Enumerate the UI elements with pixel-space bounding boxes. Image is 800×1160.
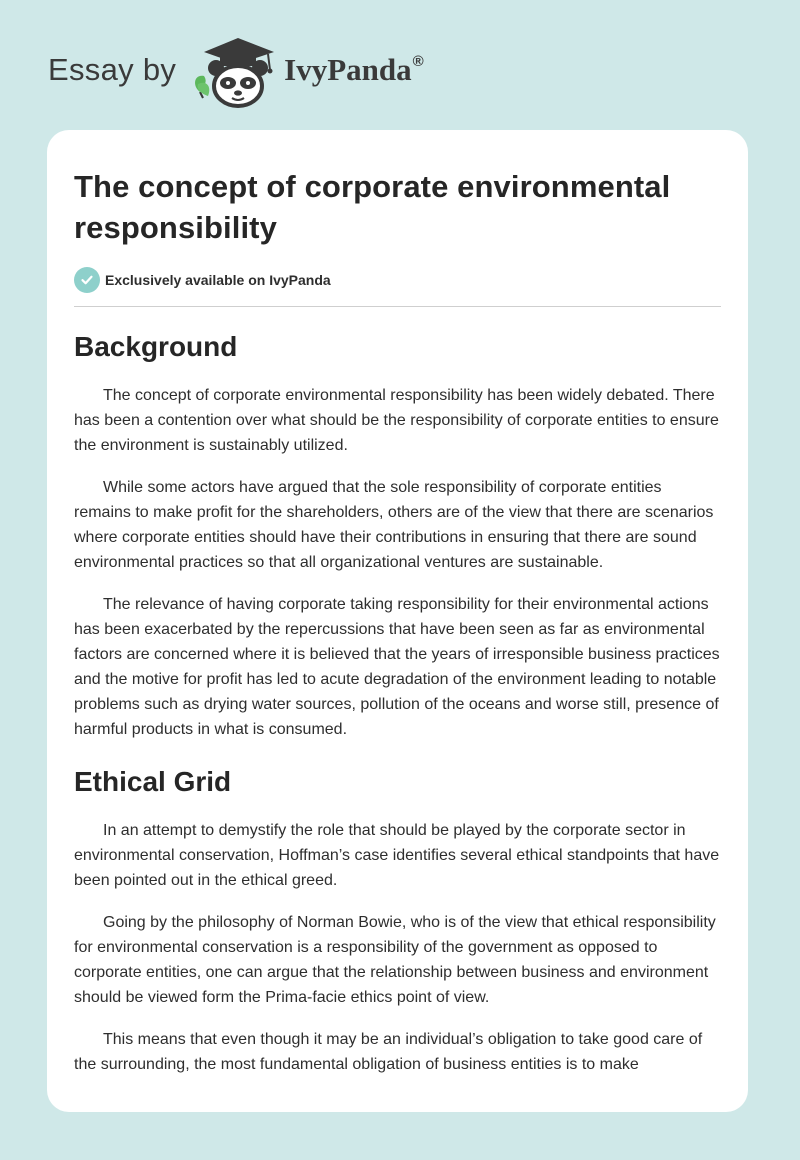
paragraph: While some actors have argued that the sole responsibility of corporate entities remains to make profit for the shareholders, others are of the view that there are scenarios where corporate entities should have their contributions in ensuring that there are sound environmental practices so that all organizational ventures are sustainable. bbox=[74, 479, 714, 571]
essay-card bbox=[47, 130, 748, 1112]
essay-title: The concept of corporate environmental responsibility bbox=[74, 169, 671, 245]
essay-by-label: Essay by bbox=[48, 52, 177, 87]
brand-name[interactable] bbox=[284, 52, 424, 88]
exclusive-label: Exclusively available on IvyPanda bbox=[105, 272, 331, 288]
section-ethical-grid bbox=[74, 818, 721, 1077]
registered-mark: ® bbox=[412, 53, 424, 70]
section-heading-ethical-grid: Ethical Grid bbox=[74, 766, 232, 797]
paragraph: Going by the philosophy of Norman Bowie, who is of the view that ethical responsibility for environmental conservation is a responsibility of the government as opposed to corporate entities, one can argue that the relationship between business and environment should be viewed form the Prima-facie ethics point of view. bbox=[74, 914, 716, 1006]
check-icon bbox=[74, 267, 100, 293]
section-background bbox=[74, 383, 721, 742]
paragraph: The relevance of having corporate taking responsibility for their environmental actions has been exacerbated by the repercussions that have been seen as far as environmental factors are concerned where it is believed that the years of irresponsible business practices and the motive for profit has led to acute degradation of the environment leading to notable problems such as drying water sources, pollution of the oceans and worse still, presence of harmful products in what is consumed. bbox=[74, 596, 720, 738]
exclusive-badge bbox=[74, 266, 721, 294]
paragraph: This means that even though it may be an individual’s obligation to take good care of the surrounding, the most fundamental obligation of business entities is to make bbox=[74, 1031, 703, 1073]
paragraph: The concept of corporate environmental responsibility has been widely debated. There has been a contention over what should be the responsibility of corporate entities to ensure the environment is sustainably utilized. bbox=[74, 387, 719, 454]
brand-text: IvyPanda bbox=[284, 52, 412, 87]
title-divider bbox=[74, 306, 721, 307]
site-header bbox=[48, 30, 424, 110]
panda-graduate-icon[interactable] bbox=[190, 30, 280, 110]
section-heading-background: Background bbox=[74, 331, 238, 362]
paragraph: In an attempt to demystify the role that should be played by the corporate sector in environmental conservation, Hoffman’s case identifies several ethical standpoints that have been pointed out in the ethical greed. bbox=[74, 822, 720, 889]
